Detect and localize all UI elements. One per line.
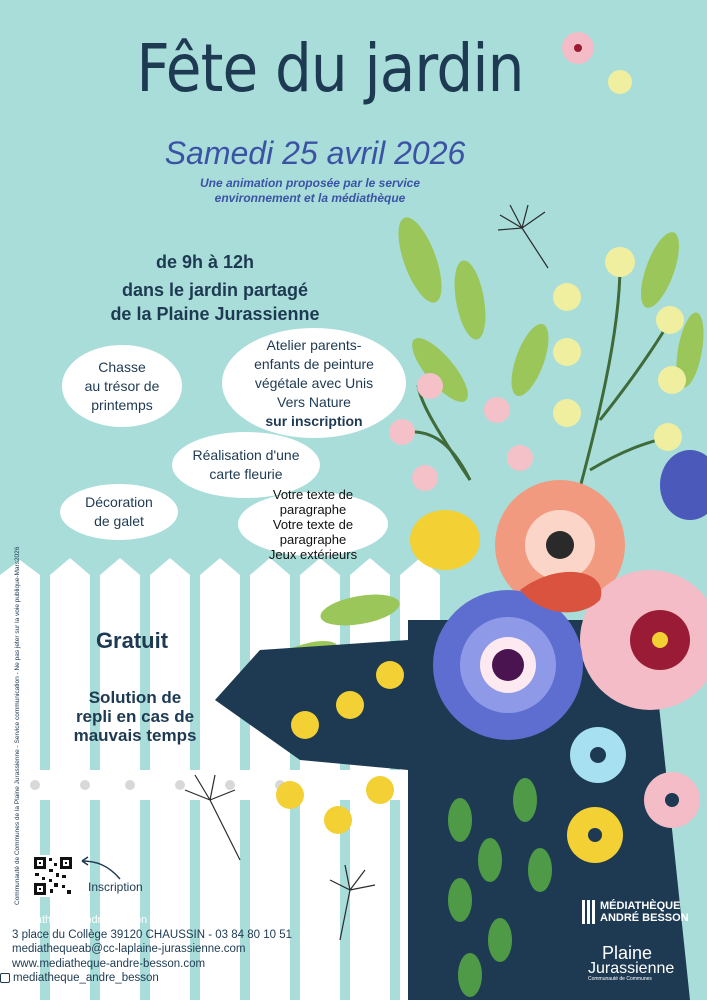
instagram-handle: mediatheque_andre_besson	[13, 972, 159, 984]
bubble-treasure-hunt	[62, 345, 182, 427]
contact-instagram[interactable]	[12, 971, 292, 986]
event-date: Samedi 25 avril 2026	[164, 135, 466, 171]
side-credit: Communauté de Communes de la Plaine Jurassienne - Service communication - Ne pas jeter sur la voie publique-Mars2026	[14, 546, 21, 905]
games-label: Jeux extérieurs	[268, 546, 358, 562]
arrow-icon	[78, 855, 123, 883]
pebble-line-2: de galet	[94, 513, 144, 529]
event-title: Fête du jardin	[136, 30, 524, 107]
fallback-line-2: repli en cas de	[75, 707, 195, 726]
purple-flower	[433, 590, 583, 740]
card-line-2: carte fleurie	[209, 466, 283, 482]
contact-block	[12, 913, 292, 986]
contact-email[interactable]: mediathequeab@cc-laplaine-jurassienne.com	[12, 943, 246, 955]
plaine-jurassienne-logo	[588, 943, 675, 982]
mediatheque-logo-line-1: MÉDIATHÈQUE	[600, 900, 681, 912]
location-line-2: de la Plaine Jurassienne	[110, 304, 320, 324]
plaine-logo-line-2: Jurassienne	[588, 960, 675, 977]
placeholder-text-2: Votre texte de paragraphe	[272, 516, 354, 547]
bubble-outdoor-games	[238, 486, 388, 562]
yellow-tulip	[410, 510, 480, 570]
event-hours: de 9h à 12h	[155, 252, 255, 272]
instagram-icon	[0, 973, 10, 983]
contact-website[interactable]: www.mediatheque-andre-besson.com	[12, 957, 206, 970]
organizer-note	[160, 176, 460, 206]
treasure-line-2: au trésor de	[84, 377, 160, 394]
workshop-registration: sur inscription	[265, 412, 363, 429]
bubble-pebble-decoration	[60, 484, 178, 540]
mediatheque-logo-line-2: ANDRÉ BESSON	[600, 912, 689, 924]
bubble-painting-workshop	[222, 328, 406, 438]
fallback-note	[50, 688, 220, 745]
organizer-line-2: environnement et la médiathèque	[214, 191, 406, 205]
treasure-line-1: Chasse	[98, 358, 146, 375]
workshop-line-4: Vers Nature	[277, 393, 351, 410]
treasure-line-3: printemps	[91, 396, 153, 413]
venue-name: Médiathèque André Besson	[12, 914, 148, 926]
card-line-1: Réalisation d'une	[192, 447, 300, 463]
mediatheque-logo-mark	[582, 900, 596, 924]
workshop-line-1: Atelier parents-	[266, 336, 362, 353]
workshop-line-3: végétale avec Unis	[254, 374, 374, 391]
organizer-line-1: Une animation proposée par le service	[199, 176, 421, 190]
fallback-line-1: Solution de	[88, 688, 182, 707]
free-entry: Gratuit	[95, 628, 169, 653]
event-location	[70, 278, 360, 326]
placeholder-text-1: Votre texte de paragraphe	[272, 486, 354, 517]
location-line-1: dans le jardin partagé	[121, 280, 309, 300]
venue-address: 3 place du Collège 39120 CHAUSSIN - 03 84 80 10 51	[12, 928, 293, 941]
plaine-logo-line-1: Plaine	[602, 943, 653, 963]
inscription-label: Inscription	[88, 880, 143, 894]
workshop-line-2: enfants de peinture	[254, 355, 374, 372]
qr-code-icon[interactable]	[32, 855, 74, 897]
mediatheque-logo	[582, 900, 689, 924]
plaine-logo-line-3: Communauté de Communes	[588, 976, 652, 982]
pebble-line-1: Décoration	[85, 494, 153, 510]
fallback-line-3: mauvais temps	[73, 726, 197, 745]
blue-flower	[660, 450, 707, 520]
